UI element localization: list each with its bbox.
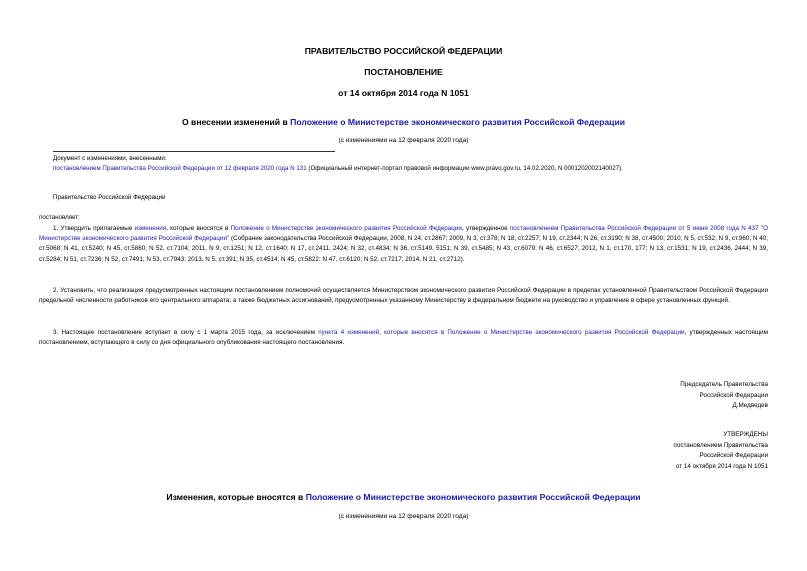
p1-text-d: (Собрание законодательства Российской Федерации, 2008, N 24, ст.2867; 2009, N 3, ст.378; N 18, ст.2257; N 19, ст.2344; N 26, ст.3190; N 38, ст.4500; 2010, N 5, ст.532; N 9, ст.960; N 40, ст.5068; N 41, ст.5240; N 45, ст.5860; N 52, ст.7104; 2011, N 9, ст.1251; N 12, ст.1640; N 17, ст.2411, 2424; N 32, ст.4834; N 36, ст.5149, 5151; N 39, ст.5485; N 43, ст.6079; N 46, ст.6527; 2012, N 1, ст.170, 177; N 13, ст.1531; N 19, ст.2436, 2444; N 39, ст.5284; N 51, ст.7236; N 52, ст.7491; N 53, ст.7943; 2013, N 5, ст.391; N 35, ст.4514; N 45, ст.5822; N 47, ст.6120; N 52, ст.7217; 2014, N 21, ст.2712).: [39, 235, 768, 263]
p1-text-b: , которые вносятся в: [166, 225, 231, 232]
changes-link[interactable]: изменения: [134, 225, 167, 232]
signature-block: [680, 380, 768, 412]
document-type: ПОСТАНОВЛЕНИЕ: [364, 67, 443, 77]
amending-act-link[interactable]: постановлением Правительства Российской Федерации от 12 февраля 2020 года N 131: [53, 165, 307, 172]
changes-note-label: Документ с изменениями, внесенными:: [53, 155, 167, 162]
regulation-link[interactable]: Положение о Министерстве экономического развития Российской Федерации: [290, 117, 626, 127]
point-4-link[interactable]: пункта 4 изменений, которые вносятся в Положение о Министерстве экономического развития Российской Федерации: [318, 329, 685, 336]
signatory-name: Д.Медведев: [732, 402, 768, 410]
publication-source: (Официальный интернет-портал правовой информации www.pravo.gov.ru, 14.02.2020, N 0001202002140027).: [306, 165, 623, 172]
document-date-number: от 14 октября 2014 года N 1051: [338, 88, 469, 98]
p3-text-b: , утвержденных настоящим постановлением, вступающего в силу со дня официального опубликования настоящего постановления.: [39, 329, 768, 347]
signatory-country: Российской Федерации: [699, 391, 768, 399]
approved-by: постановлением Правительства: [673, 441, 768, 449]
divider: [53, 151, 335, 152]
paragraph-3: [39, 328, 768, 348]
changes-title: [0, 492, 807, 502]
edition-note: (с изменениями на 12 февраля 2020 года): [338, 137, 469, 144]
title-prefix: О внесении изменений в: [181, 117, 291, 127]
signatory-title: Председатель Правительства: [680, 381, 768, 388]
p1-text-c: , утвержденное: [461, 225, 510, 232]
approved-country: Российской Федерации: [699, 452, 768, 460]
changes-note: [53, 154, 773, 174]
approval-block: [673, 430, 768, 472]
regulation-link-2[interactable]: Положение о Министерстве экономического развития Российской Федерации: [230, 225, 462, 232]
approved-heading: УТВЕРЖДЕНЫ: [723, 431, 768, 438]
government-heading: ПРАВИТЕЛЬСТВО РОССИЙСКОЙ ФЕДЕРАЦИИ: [304, 46, 503, 56]
decides-label: постановляет:: [39, 214, 80, 221]
document-title: [0, 117, 807, 127]
p3-text-a: 3. Настоящее постановление вступает в силу с 1 марта 2015 года, за исключением: [53, 329, 319, 336]
changes-note-line: [53, 164, 773, 174]
changes-title-prefix: Изменения, которые вносятся в: [166, 492, 306, 502]
paragraph-1: [39, 224, 768, 265]
approved-date: от 14 октября 2014 года N 1051: [675, 462, 768, 470]
paragraph-2: 2. Установить, что реализация предусмотренных настоящим постановлением полномочий осуществляется Министерством экономического развития Российской Федерации в пределах установленной Правительством Российской Федерации предельной численности работников его центрального аппарата, а также бюджетных ассигнований, предусмотренных указанному Министерству в федеральном бюджете на руководство и управление в сфере установленных функций.: [39, 287, 768, 305]
government-name: Правительство Российской Федерации: [53, 194, 166, 201]
changes-edition-note: (с изменениями на 12 февраля 2020 года): [338, 513, 469, 520]
resolution-437-link[interactable]: постановлением Правительства Российской Федерации от 5 июня 2008 года N 437 "О Министерстве экономического развития Российской Федерации": [39, 225, 768, 243]
p1-text-a: 1. Утвердить прилагаемые: [53, 225, 135, 232]
regulation-link-3[interactable]: Положение о Министерстве экономического развития Российской Федерации: [305, 492, 641, 502]
